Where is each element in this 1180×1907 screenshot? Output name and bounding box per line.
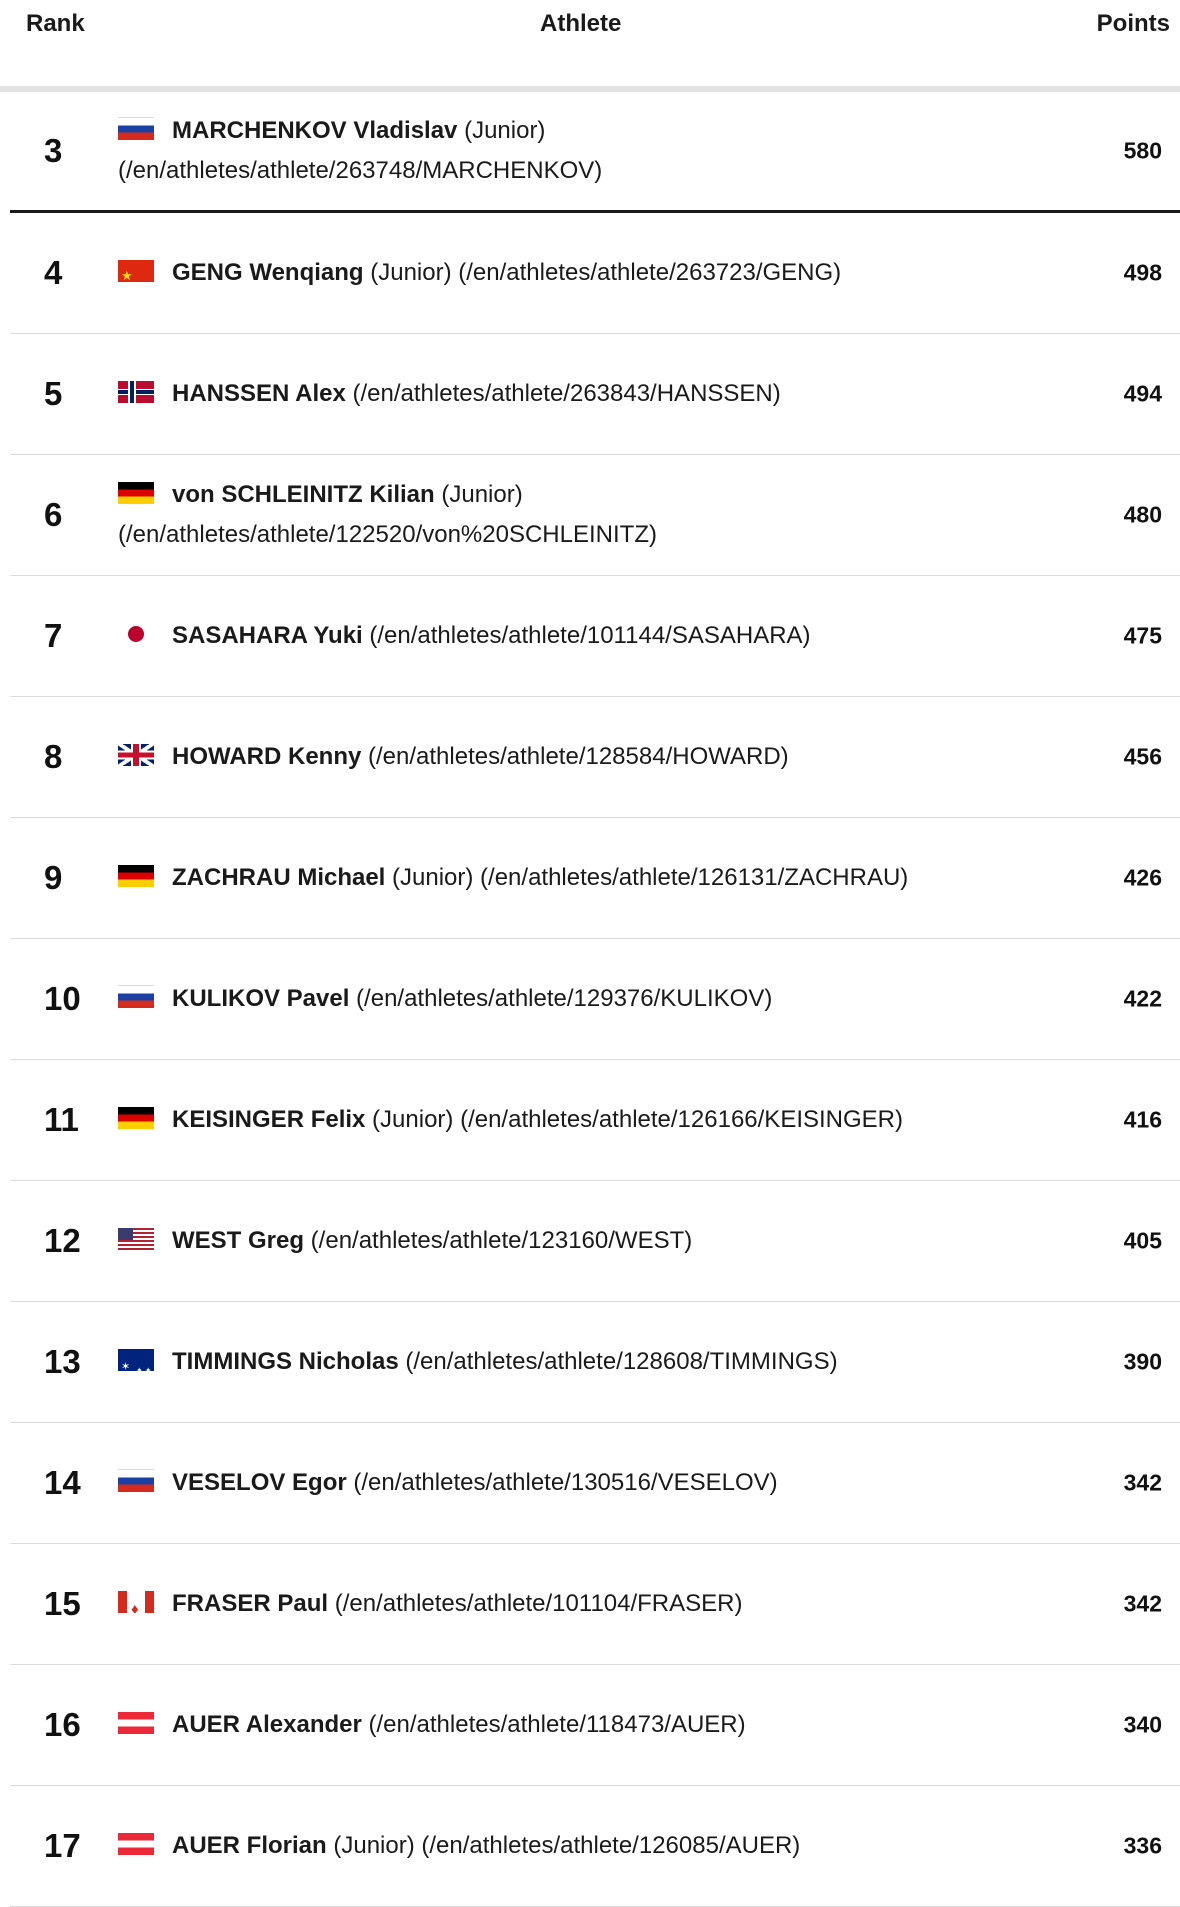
athlete-name: WEST Greg <box>172 1227 305 1254</box>
athlete-details: (/en/athletes/athlete/128608/TIMMINGS) <box>398 1348 838 1375</box>
rank-value: 14 <box>44 1464 81 1501</box>
rank-value: 7 <box>44 617 63 654</box>
points-value: 422 <box>1123 985 1162 1012</box>
rank-value: 3 <box>44 132 63 169</box>
athlete-cell <box>118 1826 978 1866</box>
rank-value: 17 <box>44 1827 81 1864</box>
rank-value: 16 <box>44 1706 81 1743</box>
athlete-link[interactable] <box>172 1227 692 1254</box>
country-flag-jpn-icon <box>118 623 154 645</box>
athlete-link[interactable] <box>172 380 781 407</box>
athlete-details: (/en/athletes/athlete/123160/WEST) <box>304 1227 693 1254</box>
athlete-details: (/en/athletes/athlete/129376/KULIKOV) <box>349 985 773 1012</box>
athlete-cell <box>118 616 978 656</box>
rank-value: 4 <box>44 254 63 291</box>
rank-column-header[interactable]: Rank <box>26 10 85 37</box>
table-row[interactable] <box>10 1786 1180 1907</box>
country-flag-usa-icon <box>118 1228 154 1250</box>
table-row[interactable] <box>10 1544 1180 1665</box>
points-value: 416 <box>1123 1106 1162 1133</box>
rank-value: 5 <box>44 375 63 412</box>
athlete-name: von SCHLEINITZ Kilian <box>172 481 435 508</box>
points-value: 336 <box>1123 1832 1162 1859</box>
athlete-link[interactable] <box>172 1832 800 1859</box>
table-row[interactable] <box>10 1423 1180 1544</box>
table-row[interactable] <box>10 455 1180 576</box>
points-value: 426 <box>1123 864 1162 891</box>
athlete-details: (Junior) (/en/athletes/athlete/126085/AUER) <box>326 1832 801 1859</box>
athlete-name: HOWARD Kenny <box>172 743 362 770</box>
athlete-cell <box>118 737 978 777</box>
points-value: 405 <box>1123 1227 1162 1254</box>
points-value: 340 <box>1123 1711 1162 1738</box>
athlete-link[interactable] <box>118 481 657 548</box>
athlete-name: AUER Florian <box>172 1832 327 1859</box>
athlete-name: MARCHENKOV Vladislav <box>172 117 458 144</box>
athlete-cell <box>118 1100 978 1140</box>
country-flag-nor-icon <box>118 381 154 403</box>
points-value: 498 <box>1123 259 1162 286</box>
athlete-details: (/en/athletes/athlete/263843/HANSSEN) <box>345 380 781 407</box>
athlete-cell <box>118 979 978 1019</box>
country-flag-ger-icon <box>118 482 154 504</box>
points-value: 494 <box>1123 380 1162 407</box>
points-value: 580 <box>1123 137 1162 164</box>
athlete-cell <box>118 1221 978 1261</box>
table-row[interactable] <box>10 1302 1180 1423</box>
country-flag-aut-icon <box>118 1712 154 1734</box>
rank-value: 13 <box>44 1343 81 1380</box>
points-value: 390 <box>1123 1348 1162 1375</box>
athlete-details: (Junior) (/en/athletes/athlete/126131/ZACHRAU) <box>385 864 909 891</box>
athlete-details: (/en/athletes/athlete/128584/HOWARD) <box>361 743 789 770</box>
athlete-cell <box>118 1463 978 1503</box>
athlete-cell <box>118 374 978 414</box>
athlete-link[interactable] <box>172 1106 903 1133</box>
athlete-name: ZACHRAU Michael <box>172 864 386 891</box>
points-value: 342 <box>1123 1590 1162 1617</box>
athlete-details: (/en/athletes/athlete/130516/VESELOV) <box>346 1469 778 1496</box>
country-flag-ger-icon <box>118 1107 154 1129</box>
athlete-cell <box>118 111 978 191</box>
athlete-name: SASAHARA Yuki <box>172 622 363 649</box>
rank-value: 6 <box>44 496 63 533</box>
country-flag-gbr-icon <box>118 744 154 766</box>
athlete-name: FRASER Paul <box>172 1590 329 1617</box>
rank-value: 10 <box>44 980 81 1017</box>
table-row[interactable] <box>10 213 1180 334</box>
athlete-cell <box>118 475 978 555</box>
athlete-details: (Junior) (/en/athletes/athlete/122520/von%20SCHLEINITZ) <box>118 481 657 548</box>
rank-value: 8 <box>44 738 63 775</box>
rank-value: 9 <box>44 859 63 896</box>
rank-value: 11 <box>44 1101 79 1138</box>
athlete-name: KEISINGER Felix <box>172 1106 366 1133</box>
table-header <box>0 0 1180 92</box>
country-flag-rus-icon <box>118 1469 154 1492</box>
country-flag-aut-icon <box>118 1833 154 1855</box>
athlete-link[interactable] <box>172 743 789 770</box>
country-flag-rus-icon <box>118 985 154 1008</box>
athlete-link[interactable] <box>172 1348 838 1375</box>
athlete-name: TIMMINGS Nicholas <box>172 1348 399 1375</box>
points-value: 342 <box>1123 1469 1162 1496</box>
athlete-name: KULIKOV Pavel <box>172 985 350 1012</box>
athlete-details: (Junior) (/en/athletes/athlete/263723/GENG) <box>363 259 842 286</box>
points-column-header[interactable]: Points <box>1096 10 1170 37</box>
athlete-name: AUER Alexander <box>172 1711 362 1738</box>
athlete-name: HANSSEN Alex <box>172 380 346 407</box>
country-flag-ger-icon <box>118 865 154 887</box>
athlete-cell <box>118 1705 978 1745</box>
athlete-details: (/en/athletes/athlete/101144/SASAHARA) <box>362 622 811 649</box>
athlete-details: (/en/athletes/athlete/101104/FRASER) <box>328 1590 743 1617</box>
country-flag-can-icon <box>118 1591 154 1613</box>
country-flag-rus-icon <box>118 117 154 140</box>
athlete-details: (/en/athletes/athlete/118473/AUER) <box>361 1711 746 1738</box>
athlete-cell <box>118 253 978 293</box>
table-row[interactable] <box>10 1665 1180 1786</box>
athlete-link[interactable] <box>118 117 602 184</box>
athlete-column-header[interactable]: Athlete <box>540 10 622 37</box>
athlete-details: (Junior) (/en/athletes/athlete/263748/MARCHENKOV) <box>118 117 603 184</box>
table-row[interactable] <box>10 92 1180 213</box>
country-flag-chn-icon <box>118 260 154 282</box>
athlete-cell <box>118 858 978 898</box>
athlete-link[interactable] <box>172 259 841 286</box>
athlete-link[interactable] <box>172 622 811 649</box>
athlete-details: (Junior) (/en/athletes/athlete/126166/KEISINGER) <box>365 1106 903 1133</box>
athlete-link[interactable] <box>172 985 772 1012</box>
rank-value: 15 <box>44 1585 81 1622</box>
athlete-link[interactable] <box>172 1590 743 1617</box>
table-body <box>0 92 1180 1907</box>
athlete-link[interactable] <box>172 1469 778 1496</box>
athlete-link[interactable] <box>172 864 908 891</box>
athlete-name: GENG Wenqiang <box>172 259 364 286</box>
country-flag-aus-icon <box>118 1349 154 1371</box>
table-row[interactable] <box>10 818 1180 939</box>
table-row[interactable] <box>10 576 1180 697</box>
athlete-cell <box>118 1342 978 1382</box>
rank-value: 12 <box>44 1222 81 1259</box>
athlete-link[interactable] <box>172 1711 746 1738</box>
table-row[interactable] <box>10 939 1180 1060</box>
table-row[interactable] <box>10 1060 1180 1181</box>
table-row[interactable] <box>10 334 1180 455</box>
table-row[interactable] <box>10 697 1180 818</box>
points-value: 480 <box>1123 501 1162 528</box>
points-value: 456 <box>1123 743 1162 770</box>
athlete-name: VESELOV Egor <box>172 1469 347 1496</box>
points-value: 475 <box>1123 622 1162 649</box>
athlete-cell <box>118 1584 978 1624</box>
table-row[interactable] <box>10 1181 1180 1302</box>
